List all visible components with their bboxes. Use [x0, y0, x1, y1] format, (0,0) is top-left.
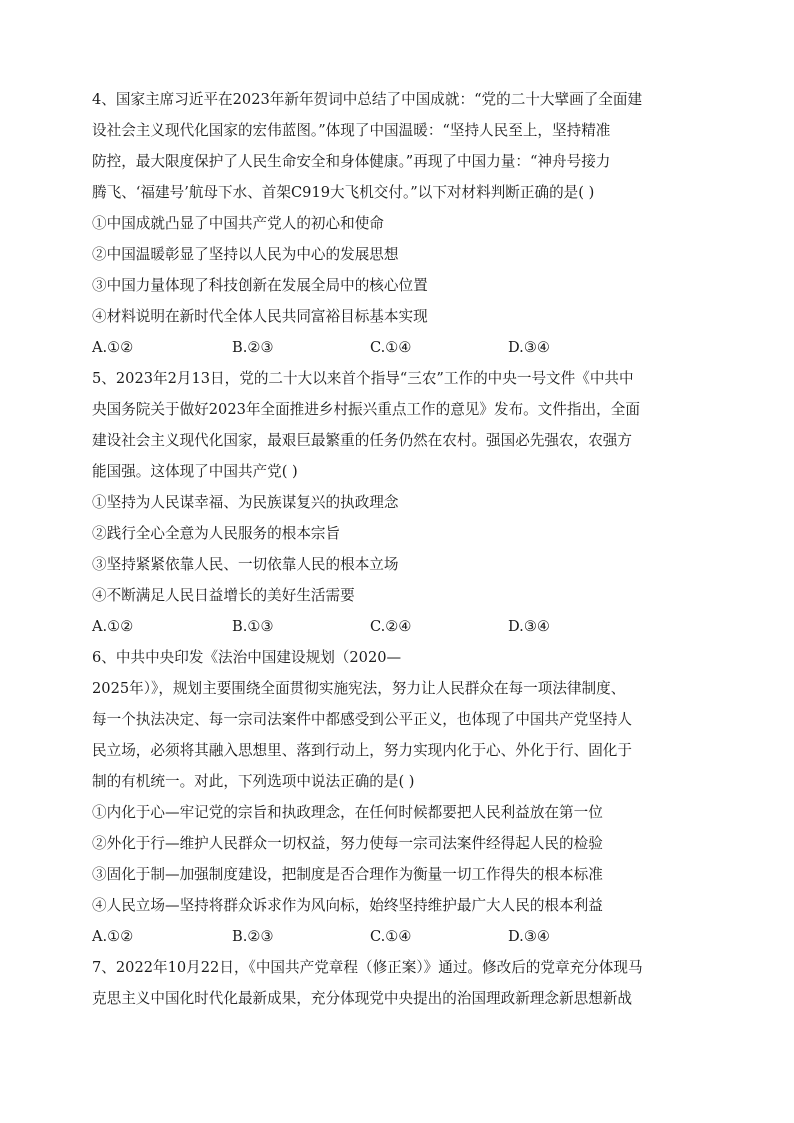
- option-d[interactable]: D.③④: [508, 339, 550, 356]
- question-7: [92, 952, 704, 1014]
- statement-4: ④人民立场—坚持将群众诉求作为风向标，始终坚持维护最广大人民的根本利益: [92, 897, 603, 914]
- question-stem-line: 制的有机统一。对此，下列选项中说法正确的是( ): [92, 773, 415, 790]
- option-a[interactable]: A.①②: [92, 928, 134, 945]
- question-5: [92, 363, 704, 642]
- option-d[interactable]: D.③④: [508, 928, 550, 945]
- statement-1: ①坚持为人民谋幸福、为民族谋复兴的执政理念: [92, 494, 399, 511]
- option-d[interactable]: D.③④: [508, 618, 550, 635]
- question-stem-line: 2025年）》，规划主要围绕全面贯彻实施宪法，努力让人民群众在每一项法律制度、: [92, 680, 626, 697]
- statement-1: ①内化于心—牢记党的宗旨和执政理念，在任何时候都要把人民利益放在第一位: [92, 804, 603, 821]
- question-stem-line: 能国强。这体现了中国共产党( ): [92, 463, 298, 480]
- option-b[interactable]: B.②③: [232, 339, 274, 356]
- statement-3: ③坚持紧紧依靠人民、一切依靠人民的根本立场: [92, 556, 399, 573]
- statement-2: ②中国温暖彰显了坚持以人民为中心的发展思想: [92, 246, 399, 263]
- question-stem-line: 央国务院关于做好2023年全面推进乡村振兴重点工作的意见》发布。文件指出，全面: [92, 401, 640, 418]
- question-stem-line: 7、2022年10月22日，《中国共产党章程（修正案）》通过。修改后的党章充分体现马: [92, 959, 643, 976]
- option-c[interactable]: C.②④: [370, 618, 412, 635]
- question-stem-line: 民立场，必须将其融入思想里、落到行动上，努力实现内化于心、外化于行、固化于: [92, 742, 632, 759]
- question-stem-line: 5、2023年2月13日，党的二十大以来首个指导“三农”工作的中央一号文件《中共中: [92, 370, 634, 387]
- answer-options: [92, 921, 704, 952]
- question-stem-line: 6、中共中央印发《法治中国建设规划（2020—: [92, 649, 402, 666]
- answer-options: [92, 611, 704, 642]
- option-b[interactable]: B.②③: [232, 928, 274, 945]
- answer-options: [92, 332, 704, 363]
- option-a[interactable]: A.①②: [92, 339, 134, 356]
- option-b[interactable]: B.①③: [232, 618, 274, 635]
- question-stem-line: 4、国家主席习近平在2023年新年贺词中总结了中国成就：“党的二十大擘画了全面建: [92, 91, 643, 108]
- question-stem-line: 建设社会主义现代化国家，最艰巨最繁重的任务仍然在农村。强国必先强农，农强方: [92, 432, 632, 449]
- question-stem-line: 腾飞、‘福建号’航母下水、首架C919大飞机交付。”以下对材料判断正确的是( ): [92, 184, 595, 201]
- question-stem-line: 克思主义中国化时代化最新成果，充分体现党中央提出的治国理政新理念新思想新战: [92, 990, 632, 1007]
- statement-3: ③中国力量体现了科技创新在发展全局中的核心位置: [92, 277, 428, 294]
- option-a[interactable]: A.①②: [92, 618, 134, 635]
- statement-2: ②践行全心全意为人民服务的根本宗旨: [92, 525, 341, 542]
- option-c[interactable]: C.①④: [370, 928, 412, 945]
- option-c[interactable]: C.①④: [370, 339, 412, 356]
- statement-4: ④材料说明在新时代全体人民共同富裕目标基本实现: [92, 308, 428, 325]
- question-stem-line: 防控，最大限度保护了人民生命安全和身体健康。”再现了中国力量：“神舟号接力: [92, 153, 611, 170]
- exam-page: [92, 84, 704, 1014]
- statement-1: ①中国成就凸显了中国共产党人的初心和使命: [92, 215, 384, 232]
- statement-4: ④不断满足人民日益增长的美好生活需要: [92, 587, 355, 604]
- statement-2: ②外化于行—维护人民群众一切权益，努力使每一宗司法案件经得起人民的检验: [92, 835, 603, 852]
- question-stem-line: 每一个执法决定、每一宗司法案件中都感受到公平正义，也体现了中国共产党坚持人: [92, 711, 632, 728]
- question-stem-line: 设社会主义现代化国家的宏伟蓝图。”体现了中国温暖：“坚持人民至上，坚持精准: [92, 122, 611, 139]
- question-6: [92, 642, 704, 952]
- question-4: [92, 84, 704, 363]
- statement-3: ③固化于制—加强制度建设，把制度是否合理作为衡量一切工作得失的根本标准: [92, 866, 603, 883]
